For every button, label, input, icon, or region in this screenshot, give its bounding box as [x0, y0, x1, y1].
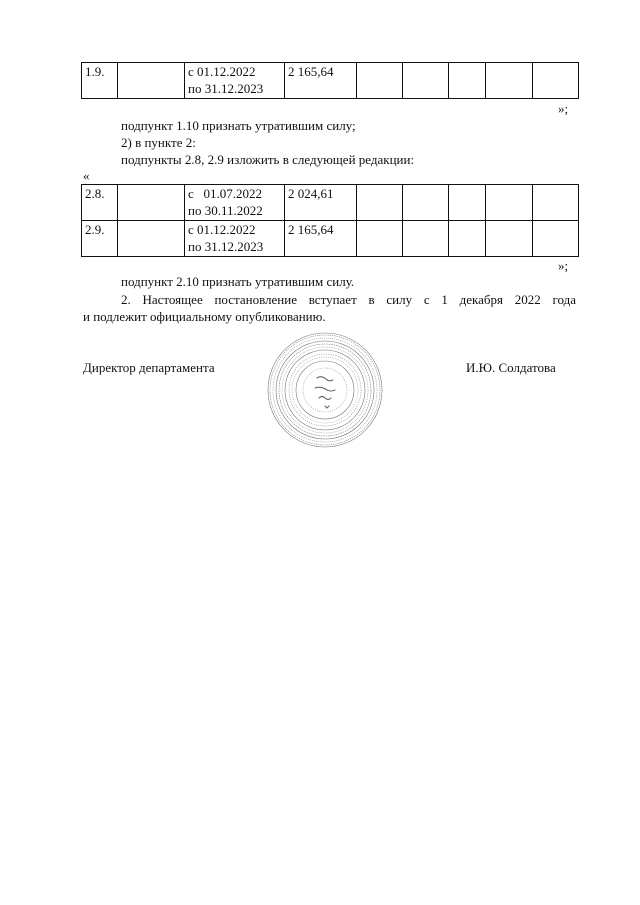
tariff-table-2 [81, 184, 579, 257]
table-cell [449, 185, 486, 221]
row-number: 1.9. [82, 63, 118, 99]
signatory-name: И.Ю. Солдатова [466, 360, 556, 375]
opening-quote: « [83, 168, 90, 183]
table-cell [357, 185, 403, 221]
period-cell [185, 221, 285, 257]
period-from: с 01.07.2022 [188, 186, 263, 201]
period-to: по 31.12.2023 [188, 239, 264, 254]
paragraph: подпункты 2.8, 2.9 изложить в следующей редакции: [121, 152, 415, 167]
paragraph: подпункт 2.10 признать утратившим силу. [121, 274, 355, 289]
row-number: 2.9. [82, 221, 118, 257]
tariff-value: 2 165,64 [285, 221, 357, 257]
table-row [82, 185, 579, 221]
table-cell [533, 185, 579, 221]
table-cell [357, 221, 403, 257]
table-cell [449, 221, 486, 257]
period-from: с 01.12.2022 [188, 64, 256, 79]
table-cell [486, 221, 533, 257]
table-cell [118, 185, 185, 221]
official-stamp [265, 330, 385, 450]
table-cell [403, 63, 449, 99]
period-cell [185, 185, 285, 221]
period-cell [185, 63, 285, 99]
table-cell [449, 63, 486, 99]
table-cell [403, 185, 449, 221]
period-from: с 01.12.2022 [188, 222, 256, 237]
table-row [82, 63, 579, 99]
period-to: по 30.11.2022 [188, 203, 263, 218]
closing-quote: »; [558, 258, 569, 273]
table-cell [118, 63, 185, 99]
signatory-position: Директор департамента [83, 360, 215, 375]
tariff-table-1 [81, 62, 579, 99]
table-cell [533, 63, 579, 99]
paragraph: и подлежит официальному опубликованию. [83, 309, 326, 324]
period-to: по 31.12.2023 [188, 81, 264, 96]
paragraph: подпункт 1.10 признать утратившим силу; [121, 118, 356, 133]
closing-quote: »; [558, 101, 569, 116]
row-number: 2.8. [82, 185, 118, 221]
table-cell [486, 63, 533, 99]
table-row [82, 221, 579, 257]
table-cell [403, 221, 449, 257]
tariff-value: 2 165,64 [285, 63, 357, 99]
tariff-value: 2 024,61 [285, 185, 357, 221]
table-cell [533, 221, 579, 257]
table-cell [486, 185, 533, 221]
table-cell [118, 221, 185, 257]
paragraph: 2. Настоящее постановление вступает в силу с 1 декабря 2022 года [121, 292, 576, 307]
table-cell [357, 63, 403, 99]
paragraph: 2) в пункте 2: [121, 135, 196, 150]
